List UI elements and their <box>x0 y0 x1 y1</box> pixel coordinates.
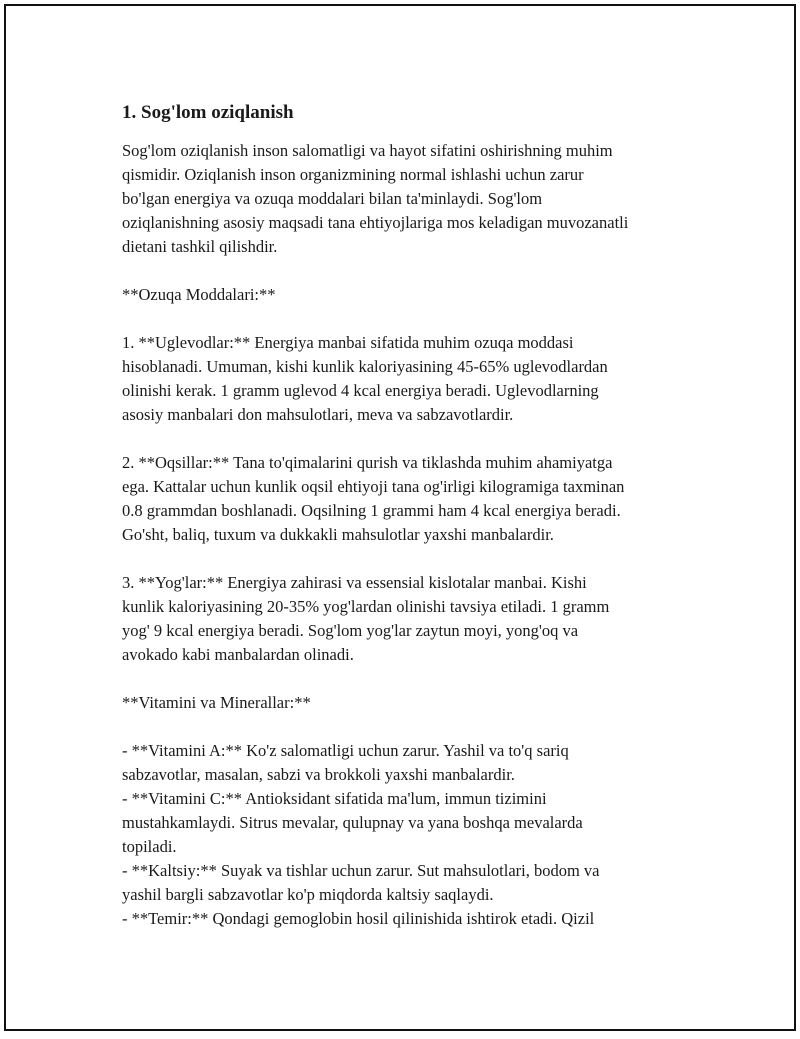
text-line: 3. **Yog'lar:** Energiya zahirasi va essensial kislotalar manbai. Kishi <box>122 573 587 592</box>
proteins-paragraph <box>122 451 692 547</box>
text-line: Sog'lom oziqlanish inson salomatligi va hayot sifatini oshirishning muhim <box>122 141 613 160</box>
text-line: 1. **Uglevodlar:** Energiya manbai sifatida muhim ozuqa moddasi <box>122 333 574 352</box>
text-line: 0.8 grammdan boshlanadi. Oqsilning 1 grammi ham 4 kcal energiya beradi. <box>122 501 621 520</box>
text-line: kunlik kaloriyasining 20-35% yog'lardan olinishi tavsiya etiladi. 1 gramm <box>122 597 610 616</box>
vitamins-heading: **Vitamini va Minerallar:** <box>122 693 311 712</box>
text-line: olinishi kerak. 1 gramm uglevod 4 kcal energiya beradi. Uglevodlarning <box>122 381 599 400</box>
text-line: Go'sht, baliq, tuxum va dukkakli mahsulotlar yaxshi manbalardir. <box>122 525 554 544</box>
text-line: topiladi. <box>122 837 177 856</box>
fats-paragraph <box>122 571 692 667</box>
text-line: avokado kabi manbalardan olinadi. <box>122 645 354 664</box>
text-line: sabzavotlar, masalan, sabzi va brokkoli yaxshi manbalardir. <box>122 765 515 784</box>
text-line: dietani tashkil qilishdir. <box>122 237 278 256</box>
text-line: yog' 9 kcal energiya beradi. Sog'lom yog'lar zaytun moyi, yong'oq va <box>122 621 579 640</box>
text-line: - **Kaltsiy:** Suyak va tishlar uchun zarur. Sut mahsulotlari, bodom va <box>122 861 600 880</box>
nutrients-heading: **Ozuqa Moddalari:** <box>122 285 276 304</box>
carbs-paragraph <box>122 331 692 427</box>
document-page <box>4 4 796 1031</box>
text-line: ega. Kattalar uchun kunlik oqsil ehtiyoji tana og'irligi kilogramiga taxminan <box>122 477 625 496</box>
text-line: hisoblanadi. Umuman, kishi kunlik kaloriyasining 45-65% uglevodlardan <box>122 357 608 376</box>
document-body <box>122 100 692 931</box>
intro-paragraph <box>122 139 692 259</box>
text-line: yashil bargli sabzavotlar ko'p miqdorda kaltsiy saqlaydi. <box>122 885 494 904</box>
text-line: - **Vitamini A:** Ko'z salomatligi uchun zarur. Yashil va to'q sariq <box>122 741 569 760</box>
text-line: - **Temir:** Qondagi gemoglobin hosil qilinishida ishtirok etadi. Qizil <box>122 909 595 928</box>
vitamins-list <box>122 739 692 931</box>
text-line: qismidir. Oziqlanish inson organizmining normal ishlashi uchun zarur <box>122 165 584 184</box>
text-line: - **Vitamini C:** Antioksidant sifatida ma'lum, immun tizimini <box>122 789 547 808</box>
text-line: asosiy manbalari don mahsulotlari, meva va sabzavotlardir. <box>122 405 514 424</box>
section-title: 1. Sog'lom oziqlanish <box>122 102 294 123</box>
text-line: 2. **Oqsillar:** Tana to'qimalarini qurish va tiklashda muhim ahamiyatga <box>122 453 613 472</box>
text-line: bo'lgan energiya va ozuqa moddalari bilan ta'minlaydi. Sog'lom <box>122 189 543 208</box>
text-line: mustahkamlaydi. Sitrus mevalar, qulupnay va yana boshqa mevalarda <box>122 813 583 832</box>
text-line: oziqlanishning asosiy maqsadi tana ehtiyojlariga mos keladigan muvozanatli <box>122 213 629 232</box>
